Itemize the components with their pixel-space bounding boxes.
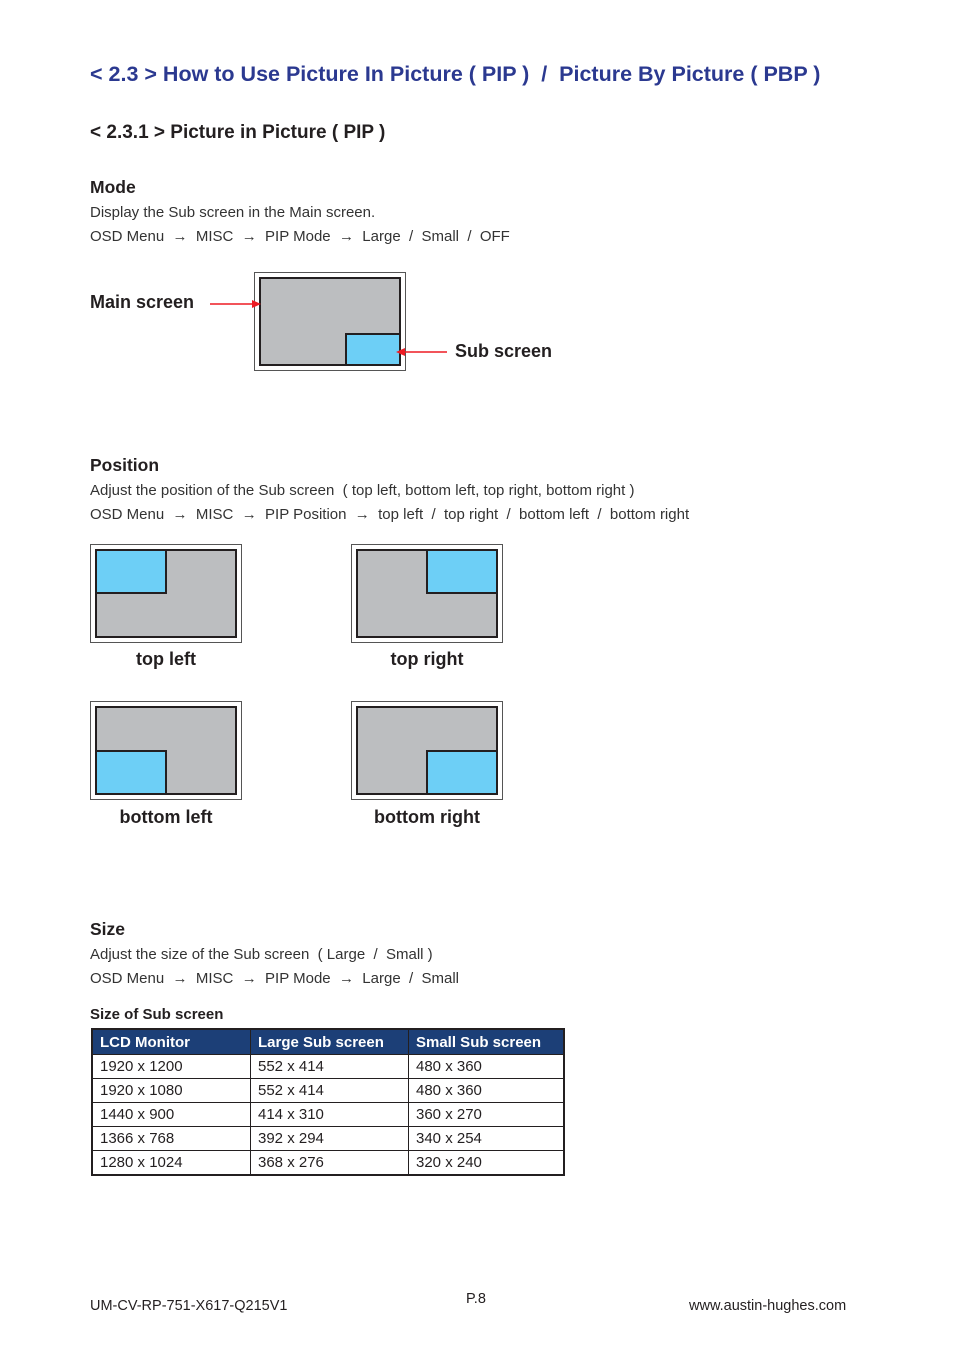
sub-screen xyxy=(426,549,498,594)
position-menu-path: OSD Menu → MISC → PIP Position → top left / top right / bottom left / bottom right xyxy=(90,506,690,523)
position-description: Adjust the position of the Sub screen ( top left, bottom left, top right, bottom right ) xyxy=(90,482,635,499)
main-screen xyxy=(259,277,401,366)
table-cell: 552 x 414 xyxy=(251,1055,409,1079)
table-cell: 1366 x 768 xyxy=(92,1127,251,1151)
size-heading: Size xyxy=(90,919,126,939)
column-header: Large Sub screen xyxy=(251,1029,409,1055)
table-cell: 320 x 240 xyxy=(409,1151,565,1176)
main-screen xyxy=(356,706,498,795)
section-title: < 2.3 > How to Use Picture In Picture ( PIP ) / Picture By Picture ( PBP ) xyxy=(90,62,821,86)
main-screen xyxy=(95,549,237,638)
table-title: Size of Sub screen xyxy=(90,1006,224,1023)
sub-screen-size-table xyxy=(91,1028,565,1176)
table-cell: 392 x 294 xyxy=(251,1127,409,1151)
sub-screen xyxy=(95,549,167,594)
table-row xyxy=(92,1103,564,1127)
footer-page-number: P.8 xyxy=(466,1291,486,1307)
main-screen xyxy=(356,549,498,638)
caption-bottom-left: bottom left xyxy=(119,807,213,827)
table-cell: 1440 x 900 xyxy=(92,1103,251,1127)
table-row xyxy=(92,1151,564,1176)
footer-doc-id: UM-CV-RP-751-X617-Q215V1 xyxy=(90,1298,288,1314)
size-description: Adjust the size of the Sub screen ( Large / Small ) xyxy=(90,946,433,963)
main-screen-arrow-icon xyxy=(205,294,265,314)
column-header: Small Sub screen xyxy=(409,1029,565,1055)
table-row xyxy=(92,1055,564,1079)
column-header: LCD Monitor xyxy=(92,1029,251,1055)
table-cell: 480 x 360 xyxy=(409,1055,565,1079)
table-row xyxy=(92,1127,564,1151)
sub-screen-label: Sub screen xyxy=(455,341,553,361)
table-cell: 1920 x 1200 xyxy=(92,1055,251,1079)
table-cell: 368 x 276 xyxy=(251,1151,409,1176)
position-top-left-diagram xyxy=(90,544,242,643)
table-row xyxy=(92,1079,564,1103)
footer-website: www.austin-hughes.com xyxy=(689,1298,847,1314)
position-bottom-left-diagram xyxy=(90,701,242,800)
pip-mode-diagram xyxy=(254,272,406,371)
table-header-row xyxy=(92,1029,564,1055)
table-cell: 1280 x 1024 xyxy=(92,1151,251,1176)
caption-bottom-right: bottom right xyxy=(374,807,480,827)
caption-top-right: top right xyxy=(390,649,464,669)
position-heading: Position xyxy=(90,455,160,475)
position-bottom-right-diagram xyxy=(351,701,503,800)
sub-screen-arrow-icon xyxy=(392,342,452,362)
caption-top-left: top left xyxy=(136,649,196,669)
mode-description: Display the Sub screen in the Main screen. xyxy=(90,204,376,221)
table-cell: 552 x 414 xyxy=(251,1079,409,1103)
sub-screen xyxy=(426,750,498,795)
size-menu-path: OSD Menu → MISC → PIP Mode → Large / Small xyxy=(90,970,460,987)
subsection-title: < 2.3.1 > Picture in Picture ( PIP ) xyxy=(90,122,386,143)
mode-heading: Mode xyxy=(90,177,136,197)
mode-menu-path: OSD Menu → MISC → PIP Mode → Large / Small / OFF xyxy=(90,228,510,245)
table-cell: 340 x 254 xyxy=(409,1127,565,1151)
sub-screen xyxy=(95,750,167,795)
table-cell: 1920 x 1080 xyxy=(92,1079,251,1103)
position-top-right-diagram xyxy=(351,544,503,643)
table-cell: 480 x 360 xyxy=(409,1079,565,1103)
main-screen-label: Main screen xyxy=(90,292,195,312)
table-cell: 360 x 270 xyxy=(409,1103,565,1127)
main-screen xyxy=(95,706,237,795)
table-cell: 414 x 310 xyxy=(251,1103,409,1127)
